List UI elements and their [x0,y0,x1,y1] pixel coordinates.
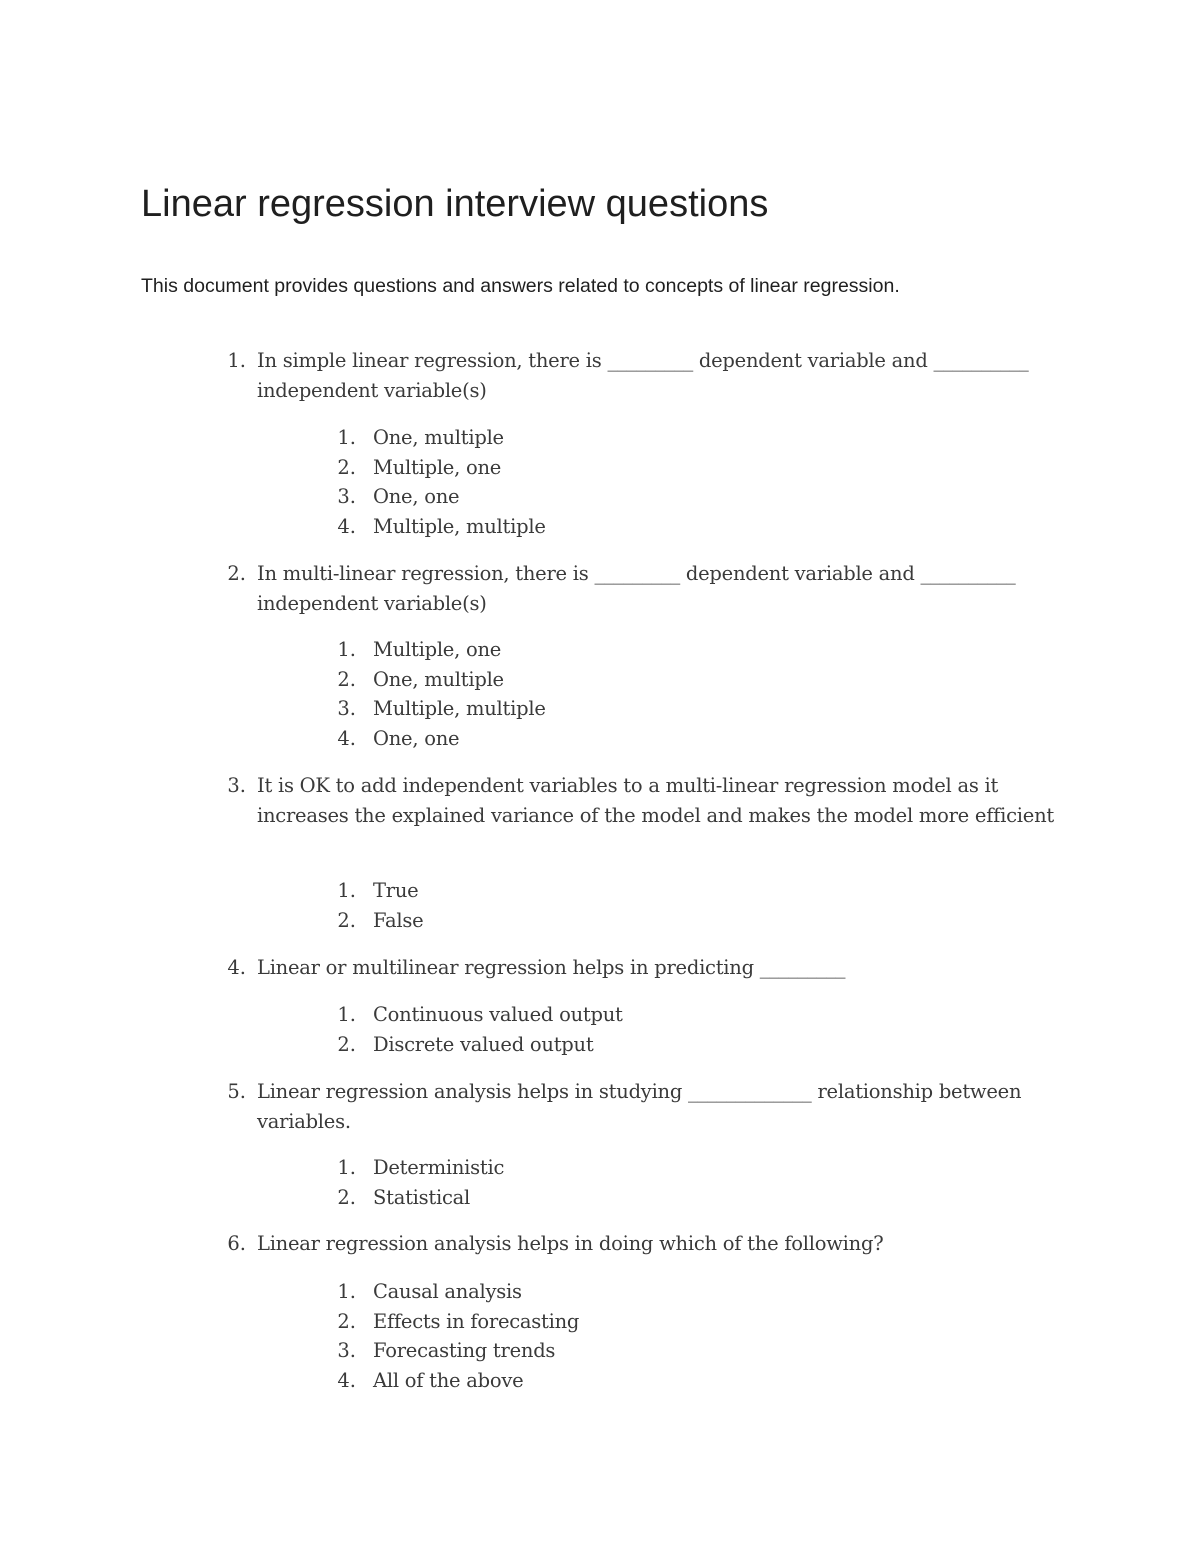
option-number: 4. [337,727,356,751]
option-text: Multiple, multiple [373,515,546,539]
answer-option [0,635,1200,665]
option-text: False [373,908,424,932]
option-text: Effects in forecasting [373,1309,580,1333]
answer-option [0,1366,1200,1396]
answer-option [0,482,1200,512]
option-number: 1. [337,1156,356,1179]
option-text: Discrete valued output [373,1032,594,1056]
document-title: Linear regression interview questions [141,183,769,225]
option-number: 2. [337,455,356,479]
question-number: 1. [227,349,246,372]
question-text: It is OK to add independent variables to a multi-linear regression model as it increases the explained variance of the model and makes the model more efficient [257,774,1054,827]
option-text: True [373,879,419,902]
answer-option [0,1183,1200,1213]
option-text: Continuous valued output [373,1003,623,1026]
question-text: In multi-linear regression, there is _________ dependent variable and __________ independent variable(s) [257,562,1016,615]
option-number: 2. [337,667,356,691]
answer-option [0,694,1200,724]
question-number: 6. [227,1232,246,1255]
option-number: 1. [337,638,356,661]
question-number: 2. [227,562,246,585]
option-number: 2. [337,908,356,932]
option-text: Multiple, multiple [373,697,546,721]
option-text: One, multiple [373,667,504,691]
answer-option [0,724,1200,754]
answer-option [0,1336,1200,1366]
option-text: One, one [373,485,460,509]
option-number: 1. [337,1003,356,1026]
answer-option [0,1307,1200,1337]
option-number: 1. [337,1280,356,1303]
question-text: Linear regression analysis helps in doing which of the following? [257,1232,884,1255]
option-number: 4. [337,515,356,539]
option-text: Multiple, one [373,638,502,661]
question-number: 5. [227,1080,246,1103]
answer-option [0,512,1200,542]
answer-option [0,665,1200,695]
question-text: In simple linear regression, there is _________ dependent variable and __________ independent variable(s) [257,349,1029,402]
option-text: Multiple, one [373,455,502,479]
option-number: 2. [337,1309,356,1333]
question-text: Linear regression analysis helps in studying _____________ relationship between variables. [257,1080,1022,1133]
answer-option [0,906,1200,936]
answer-option [0,876,1200,906]
option-text: One, multiple [373,426,504,449]
answer-option [0,453,1200,483]
option-text: Forecasting trends [373,1339,556,1363]
option-text: Statistical [373,1185,471,1209]
option-number: 2. [337,1185,356,1209]
answer-option [0,1000,1200,1030]
option-text: One, one [373,727,460,751]
option-text: All of the above [373,1369,524,1393]
option-number: 3. [337,485,356,509]
question-text: Linear or multilinear regression helps in predicting _________ [257,956,846,979]
question-number: 3. [227,774,246,797]
option-text: Causal analysis [373,1280,522,1303]
option-number: 2. [337,1032,356,1056]
option-number: 1. [337,426,356,449]
question-number: 4. [227,956,246,979]
option-number: 3. [337,1339,356,1363]
option-number: 1. [337,879,356,902]
option-number: 4. [337,1369,356,1393]
option-number: 3. [337,697,356,721]
answer-option [0,1277,1200,1307]
answer-option [0,423,1200,453]
answer-option [0,1153,1200,1183]
option-text: Deterministic [373,1156,505,1179]
document-intro: This document provides questions and answers related to concepts of linear regression. [141,275,900,297]
answer-option [0,1030,1200,1060]
